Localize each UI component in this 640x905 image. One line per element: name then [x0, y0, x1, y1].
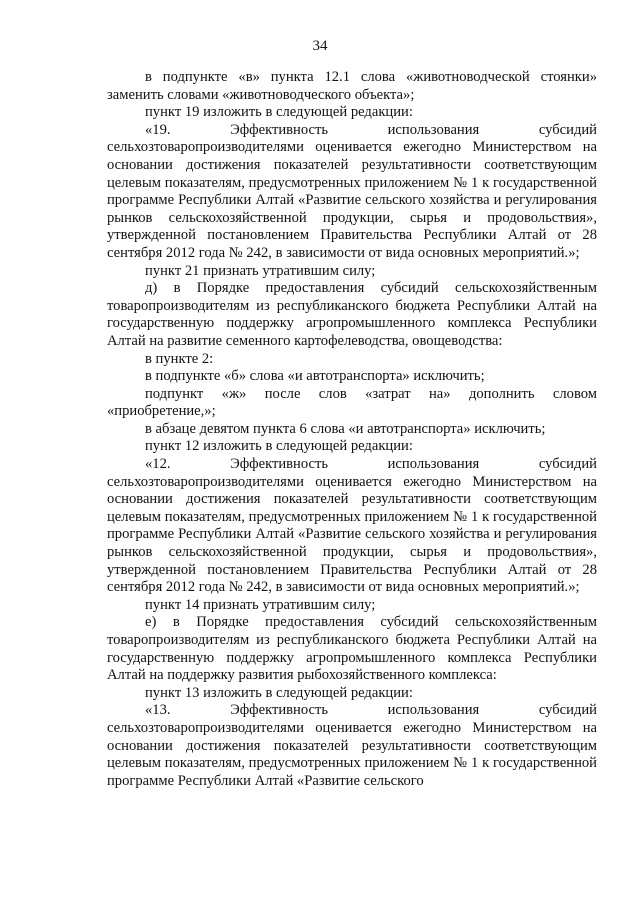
paragraph-point-19-intro: пункт 19 изложить в следующей редакции:	[145, 104, 413, 121]
paragraph-point-2: в пункте 2:	[145, 350, 214, 367]
paragraph-subsection-d: д) в Порядке предоставления субсидий сельскохозяйственным товаропроизводителям из республиканского бюджета Республики Алтай на государственную поддержку агропромышленного комплекса Республики Алтай на развитие семенного картофелеводства, овощеводства:	[107, 280, 597, 349]
paragraph-point-14-void: пункт 14 признать утратившим силу;	[145, 596, 376, 613]
paragraph-point-6: в абзаце девятом пункта 6 слова «и автотранспорта» исключить;	[145, 420, 546, 437]
paragraph-point-13-text: «13. Эффективность использования субсидий сельхозтоваропроизводителями оценивается ежегодно Министерством на основании достижения показателей результативности соответствующим целевым показателям, предусмотренных приложением № 1 к государственной программе Республики Алтай «Развитие сельского	[107, 702, 597, 789]
paragraph-amend-12-1: в подпункте «в» пункта 12.1 слова «животноводческой стоянки» заменить словами «животноводческого объекта»;	[107, 69, 597, 103]
paragraph-subpoint-zh: подпункт «ж» после слов «затрат на» дополнить словом «приобретение,»;	[107, 385, 597, 420]
paragraph-point-12-text: «12. Эффективность использования субсидий сельхозтоваропроизводителями оценивается ежегодно Министерством на основании достижения показателей результативности соответствующим целевым показателям, предусмотренных приложением № 1 к государственной программе Республики Алтай «Развитие сельского хозяйства и регулирования рынков сельскохозяйственной продукции, сырья и продовольствия», утвержденной постановлением Правительства Республики Алтай от 28 сентября 2012 года № 242, в зависимости от вида основных мероприятий.»;	[107, 456, 597, 596]
paragraph-point-19-text: «19. Эффективность использования субсидий сельхозтоваропроизводителями оценивается ежегодно Министерством на основании достижения показателей результативности соответствующим целевым показателям, предусмотренных приложением № 1 к государственной программе Республики Алтай «Развитие сельского хозяйства и регулирования рынков сельскохозяйственной продукции, сырья и продовольствия», утвержденной постановлением Правительства Республики Алтай от 28 сентября 2012 года № 242, в зависимости от вида основных мероприятий.»;	[107, 121, 597, 261]
document-body	[107, 69, 597, 790]
page-number: 34	[312, 38, 328, 54]
paragraph-point-13-intro: пункт 13 изложить в следующей редакции:	[145, 684, 413, 701]
paragraph-subpoint-b: в подпункте «б» слова «и автотранспорта» исключить;	[145, 368, 485, 385]
paragraph-point-12-intro: пункт 12 изложить в следующей редакции:	[145, 438, 413, 455]
paragraph-point-21-void: пункт 21 признать утратившим силу;	[145, 262, 376, 279]
paragraph-subsection-e: е) в Порядке предоставления субсидий сельскохозяйственным товаропроизводителям из республиканского бюджета Республики Алтай на государственную поддержку агропромышленного комплекса Республики Алтай на поддержку развития рыбохозяйственного комплекса:	[107, 614, 597, 684]
